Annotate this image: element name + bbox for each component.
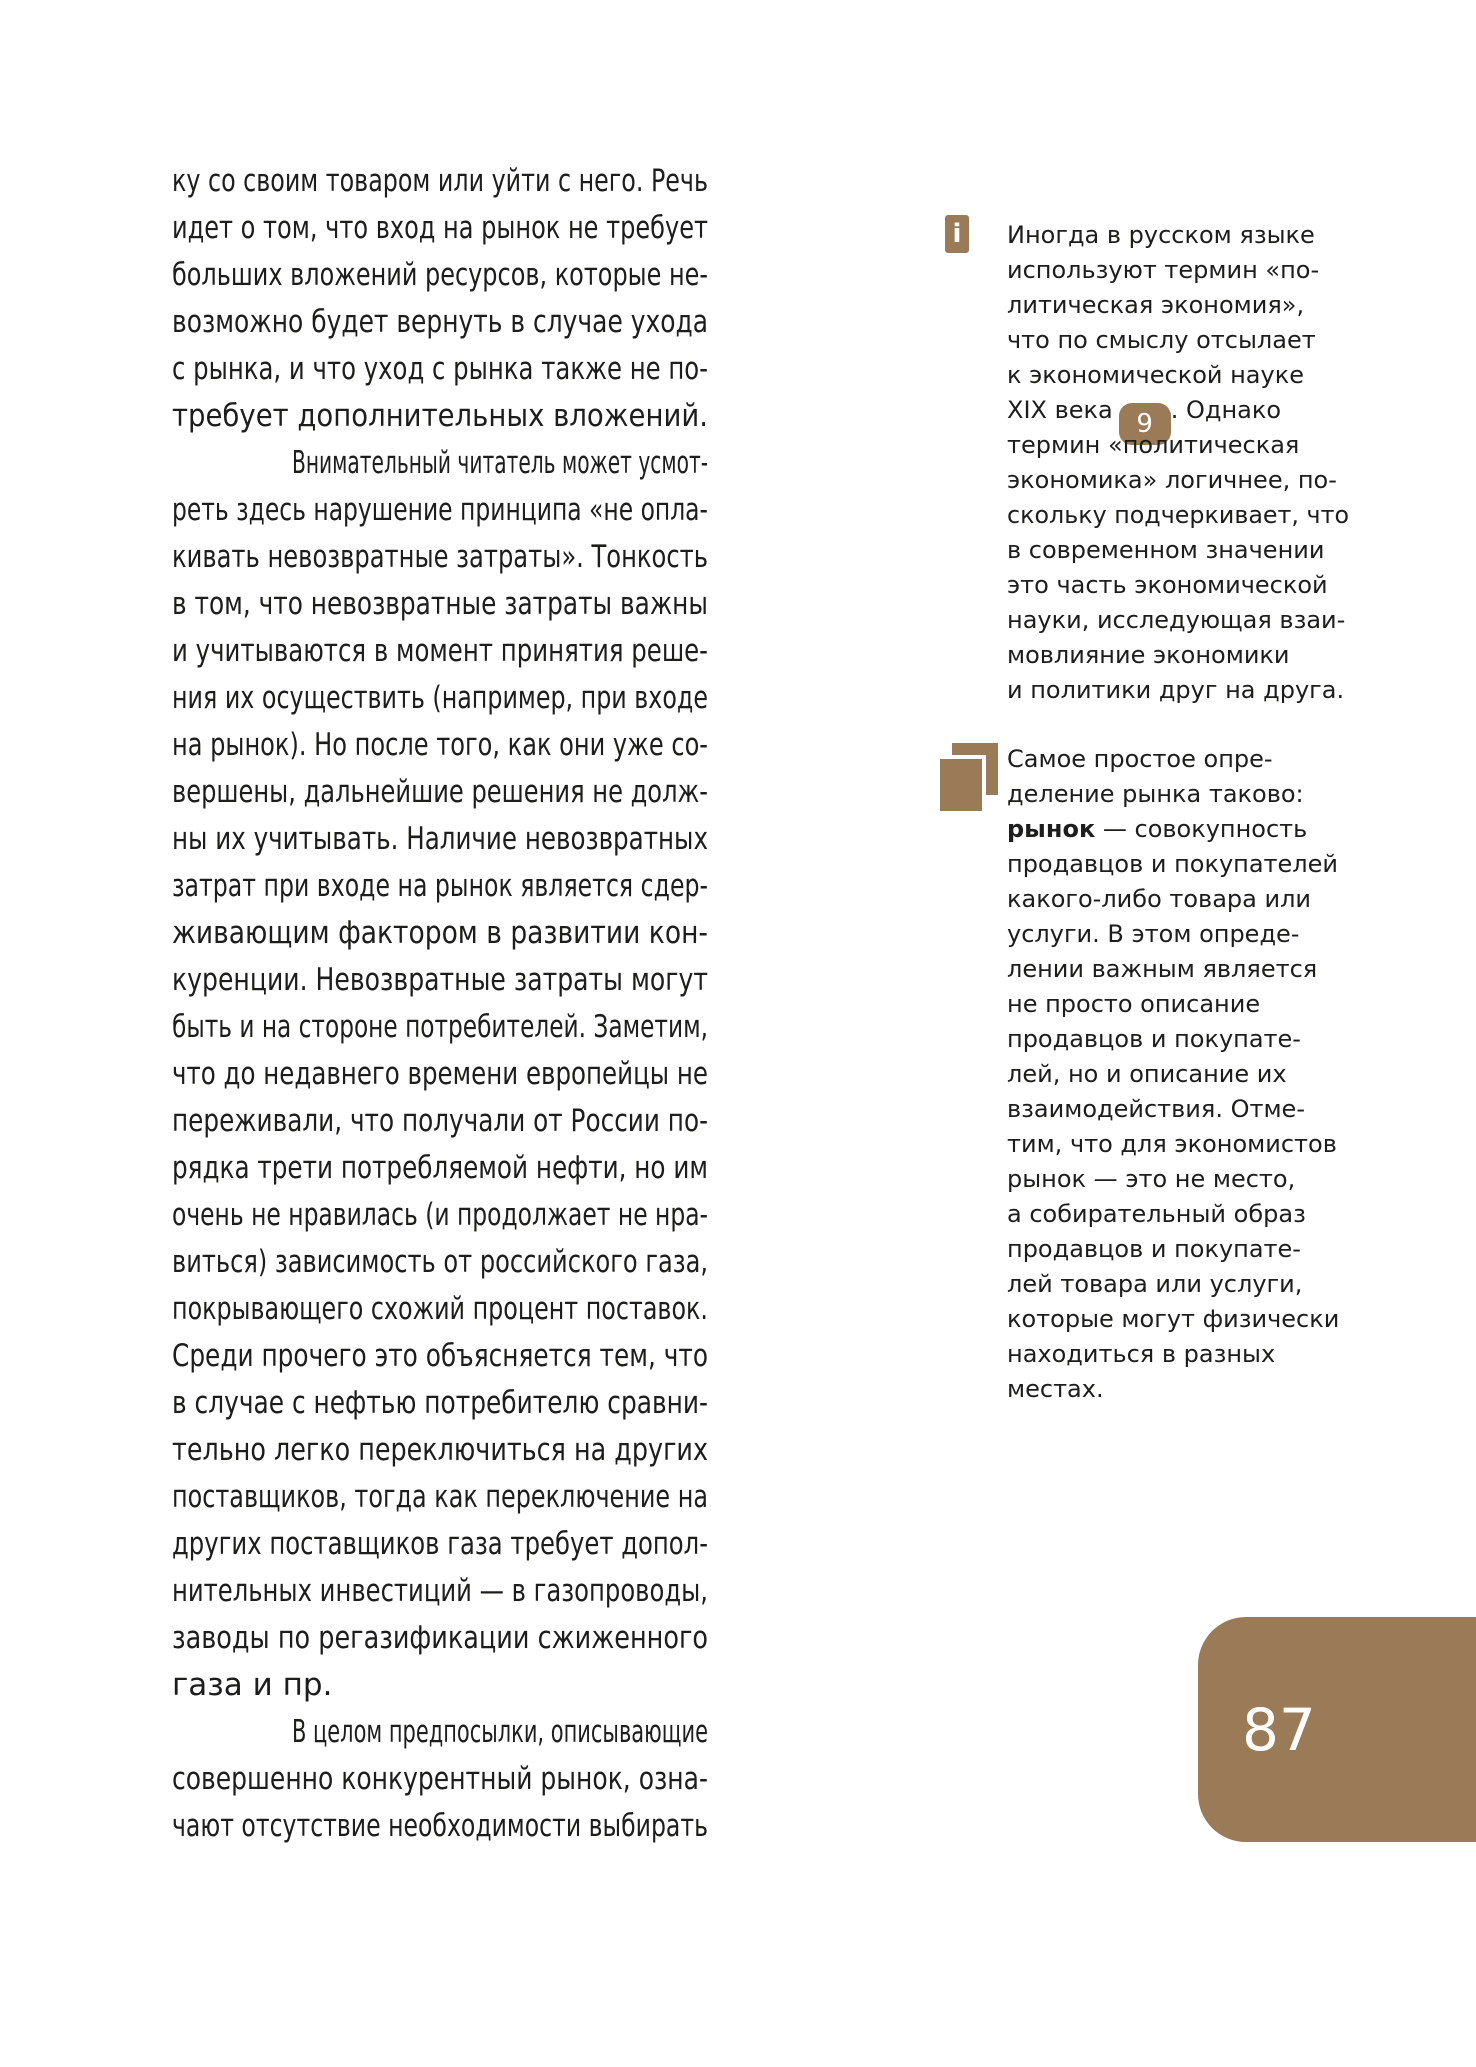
text-line: экономика» логичнее, по- <box>1007 466 1337 494</box>
text-line: реть здесь нарушение принципа «не опла- <box>172 492 708 528</box>
text-line <box>1007 393 1349 439</box>
text-line: Внимательный читатель может усмот- <box>292 445 708 481</box>
text-line: используют термин «по- <box>1007 256 1320 284</box>
text-line: ны их учитывать. Наличие невозвратных <box>172 821 708 857</box>
sidebar-note-terminology <box>1007 218 1349 708</box>
text-line: литическая экономия», <box>1007 291 1305 319</box>
text-line: продавцов и покупателей <box>1007 850 1338 878</box>
text-fragment: XIX века <box>1007 396 1113 424</box>
text-line: поставщиков, тогда как переключение на <box>172 1479 708 1515</box>
text-line: на рынок). Но после того, как они уже со- <box>172 727 708 763</box>
text-line: науки, исследующая взаи- <box>1007 606 1346 634</box>
text-line: затрат при входе на рынок является сдер- <box>172 868 708 904</box>
text-line: местах. <box>1007 1375 1104 1403</box>
text-line: рынок — это не место, <box>1007 1165 1296 1193</box>
text-line: В целом предпосылки, описывающие <box>292 1714 708 1750</box>
text-line: вершены, дальнейшие решения не долж- <box>172 774 708 810</box>
text-line: взаимодействия. Отме- <box>1007 1095 1305 1123</box>
info-icon-glyph: i <box>952 219 962 249</box>
text-line: куренции. Невозвратные затраты могут <box>172 962 708 998</box>
text-line: не просто описание <box>1007 990 1261 1018</box>
text-line: виться) зависимость от российского газа, <box>172 1244 708 1280</box>
text-line: быть и на стороне потребителей. Заметим, <box>172 1009 708 1045</box>
page-number-badge <box>1198 1617 1476 1842</box>
text-line: мовлияние экономики <box>1007 641 1290 669</box>
sidebar-note-market-definition <box>1007 742 1349 1407</box>
text-fragment: — совокупность <box>1095 815 1308 843</box>
text-line: продавцов и покупате- <box>1007 1025 1301 1053</box>
text-line: Самое простое опре- <box>1007 745 1273 773</box>
text-line: в том, что невозвратные затраты важны <box>172 586 708 622</box>
text-line: это часть экономической <box>1007 571 1328 599</box>
text-line: требует дополнительных вложений. <box>172 398 708 434</box>
text-line: рядка трети потребляемой нефти, но им <box>172 1150 708 1186</box>
text-line: тельно легко переключиться на других <box>172 1432 708 1468</box>
text-line: продавцов и покупате- <box>1007 1235 1301 1263</box>
text-line: покрывающего схожий процент поставок. <box>172 1291 708 1327</box>
text-line: Среди прочего это объясняется тем, что <box>172 1338 708 1374</box>
text-line: лей товара или услуги, <box>1007 1270 1303 1298</box>
text-line: возможно будет вернуть в случае ухода <box>172 304 708 340</box>
text-line: чают отсутствие необходимости выбирать <box>172 1808 708 1844</box>
footnote-reference[interactable]: 9 <box>1119 403 1171 445</box>
text-line <box>1007 812 1349 847</box>
text-line: и учитываются в момент принятия реше- <box>172 633 708 669</box>
text-line: кивать невозвратные затраты». Тонкость <box>172 539 708 575</box>
text-line: которые могут физически <box>1007 1305 1340 1333</box>
text-line: переживали, что получали от России по- <box>172 1103 708 1139</box>
text-line: к экономической науке <box>1007 361 1304 389</box>
main-text-column <box>172 158 708 1850</box>
text-line: нительных инвестиций — в газопроводы, <box>172 1573 708 1609</box>
book-icon <box>940 743 998 811</box>
text-line: лей, но и описание их <box>1007 1060 1287 1088</box>
text-line: лении важным является <box>1007 955 1318 983</box>
text-line: других поставщиков газа требует допол- <box>172 1526 708 1562</box>
text-line: скольку подчеркивает, что <box>1007 501 1349 529</box>
text-line: в современном значении <box>1007 536 1325 564</box>
text-line: тим, что для экономистов <box>1007 1130 1337 1158</box>
text-line: идет о том, что вход на рынок не требует <box>172 210 708 246</box>
text-line: живающим фактором в развитии кон- <box>172 915 708 951</box>
text-line: находиться в разных <box>1007 1340 1276 1368</box>
text-line: Иногда в русском языке <box>1007 221 1315 249</box>
text-line: и политики друг на друга. <box>1007 676 1345 704</box>
page-number: 87 <box>1242 1695 1316 1764</box>
text-line: термин «политическая <box>1007 431 1300 459</box>
info-icon <box>945 215 969 253</box>
text-line: с рынка, и что уход с рынка также не по- <box>172 351 708 387</box>
text-fragment: рынок <box>1007 815 1096 843</box>
text-line: газа и пр. <box>172 1667 333 1703</box>
text-fragment: . Однако <box>1170 396 1282 424</box>
text-line: заводы по регазификации сжиженного <box>172 1620 708 1656</box>
book-icon-front-page <box>940 755 986 811</box>
text-line: деление рынка таково: <box>1007 780 1304 808</box>
text-line: больших вложений ресурсов, которые не- <box>172 257 708 293</box>
text-line: совершенно конкурентный рынок, озна- <box>172 1761 708 1797</box>
text-line: очень не нравилась (и продолжает не нра- <box>172 1197 708 1233</box>
text-line: услуги. В этом опреде- <box>1007 920 1300 948</box>
text-line: ку со своим товаром или уйти с него. Речь <box>172 163 708 199</box>
text-line: что по смыслу отсылает <box>1007 326 1316 354</box>
text-line: в случае с нефтью потребителю сравни- <box>172 1385 708 1421</box>
text-line: какого-либо товара или <box>1007 885 1312 913</box>
text-line: что до недавнего времени европейцы не <box>172 1056 708 1092</box>
text-line: ния их осуществить (например, при входе <box>172 680 708 716</box>
text-line: а собирательный образ <box>1007 1200 1306 1228</box>
